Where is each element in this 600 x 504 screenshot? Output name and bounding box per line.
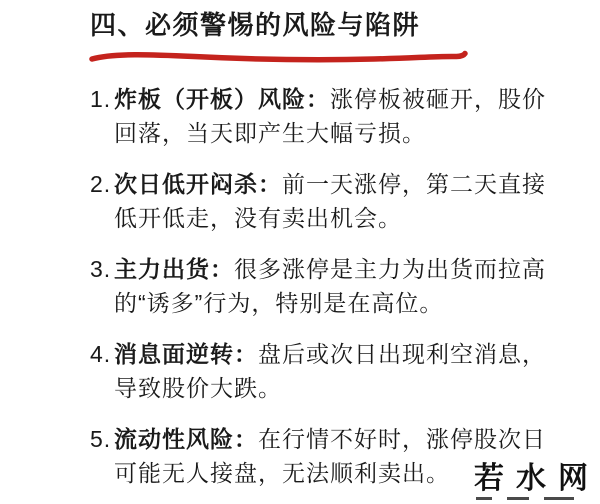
item-number: 1. (90, 86, 112, 112)
item-term: 流动性风险： (114, 426, 258, 452)
watermark-subtext-mark (476, 497, 492, 500)
item-number: 2. (90, 171, 112, 197)
watermark-subtext-marks (476, 497, 600, 500)
item-term: 次日低开闷杀： (114, 171, 282, 197)
section-title: 四、必须警惕的风险与陷阱 (90, 10, 421, 40)
red-underline (86, 46, 470, 68)
item-term: 炸板（开板）风险： (114, 86, 330, 112)
item-number: 5. (90, 426, 112, 452)
item-desc: 前一天涨停，第二天直接低开低走，没有卖出机会。 (114, 171, 546, 231)
item-desc: 盘后或次日出现利空消息，导致股价大跌。 (114, 341, 546, 401)
item-term: 主力出货： (114, 256, 234, 282)
list-item-1 (90, 82, 560, 150)
item-number: 3. (90, 256, 112, 282)
item-number: 4. (90, 341, 112, 367)
watermark (474, 463, 600, 500)
risk-list (90, 82, 560, 490)
list-item-2 (90, 167, 560, 235)
list-item-4 (90, 337, 560, 405)
list-item-3 (90, 252, 560, 320)
item-desc: 涨停板被砸开，股价回落，当天即产生大幅亏损。 (114, 86, 546, 146)
watermark-subtext-mark (507, 497, 529, 500)
watermark-subtext-mark (544, 497, 574, 500)
watermark-text: 若水网 (474, 462, 600, 495)
item-desc: 很多涨停是主力为出货而拉高的“诱多”行为，特别是在高位。 (114, 256, 546, 316)
red-underline-stroke (92, 54, 465, 60)
item-term: 消息面逆转： (114, 341, 258, 367)
item-desc: 在行情不好时，涨停股次日可能无人接盘，无法顺利卖出。 (114, 426, 546, 486)
